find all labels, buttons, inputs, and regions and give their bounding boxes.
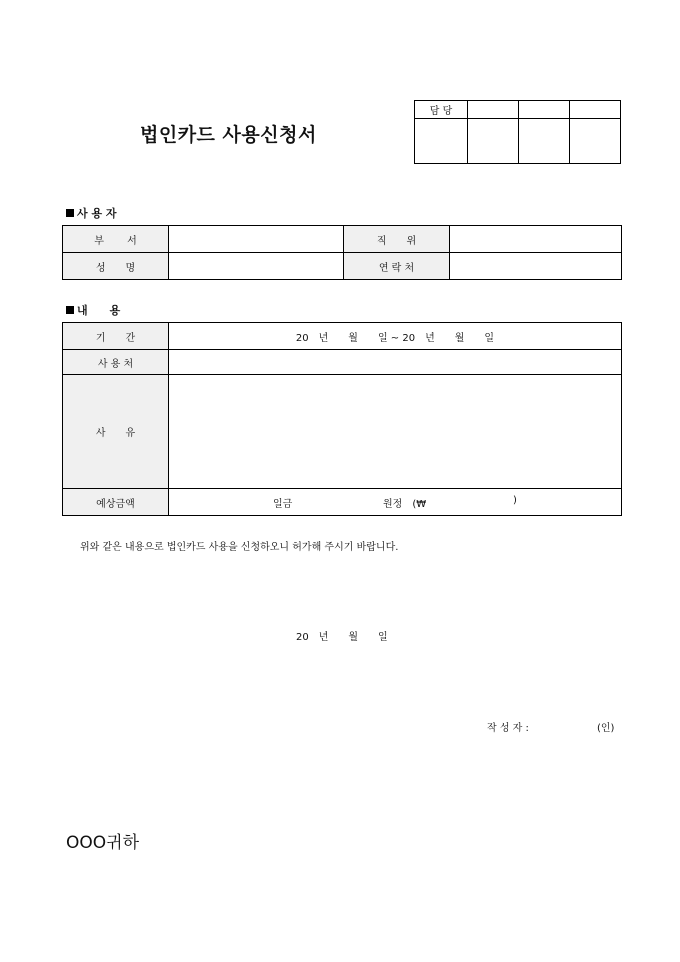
place-label: 사 용 처 (63, 350, 169, 375)
approval-sign-cell[interactable] (468, 119, 519, 164)
period-label: 기 간 (63, 323, 169, 350)
dept-field[interactable] (169, 226, 344, 253)
name-field[interactable] (169, 253, 344, 280)
section-content-heading-text: 내 용 (77, 304, 121, 317)
reason-label: 사 유 (63, 375, 169, 489)
approval-sign-cell[interactable] (415, 119, 468, 164)
document-title: 법인카드 사용신청서 (140, 124, 317, 146)
approval-sign-cell[interactable] (519, 119, 570, 164)
section-content-heading (66, 302, 120, 318)
statement-text: 위와 같은 내용으로 법인카드 사용을 신청하오니 허가해 주시기 바랍니다. (80, 542, 399, 553)
amount-field[interactable] (169, 489, 622, 516)
name-label: 성 명 (63, 253, 169, 280)
square-bullet-icon (66, 209, 74, 217)
section-user-heading (66, 205, 117, 221)
place-field[interactable] (169, 350, 622, 375)
period-field[interactable]: 20 년 월 일 ~ 20 년 월 일 (169, 323, 622, 350)
approval-header-cell (519, 101, 570, 119)
dept-label: 부 서 (63, 226, 169, 253)
position-label: 직 위 (344, 226, 450, 253)
approval-header-cell (570, 101, 621, 119)
date-line[interactable]: 20 년 월 일 (296, 632, 388, 643)
seal-mark: (인) (597, 723, 615, 734)
contact-label: 연 락 처 (344, 253, 450, 280)
content-table (62, 322, 622, 516)
amount-text-ilgeum: 일금 (273, 499, 293, 510)
approval-header-cell (468, 101, 519, 119)
section-user-heading-text: 사 용 자 (77, 207, 117, 220)
approval-label: 담 당 (415, 101, 468, 119)
approval-sign-cell[interactable] (570, 119, 621, 164)
square-bullet-icon (66, 306, 74, 314)
amount-label: 예상금액 (63, 489, 169, 516)
amount-text-wonjeong: 원정 (₩ (383, 499, 427, 510)
writer-label: 작 성 자 : (487, 723, 529, 734)
user-table (62, 225, 622, 280)
reason-field[interactable] (169, 375, 622, 489)
recipient: OOO귀하 (66, 833, 139, 853)
approval-box (414, 100, 621, 164)
amount-text-close: ) (513, 495, 517, 506)
contact-field[interactable] (450, 253, 622, 280)
position-field[interactable] (450, 226, 622, 253)
